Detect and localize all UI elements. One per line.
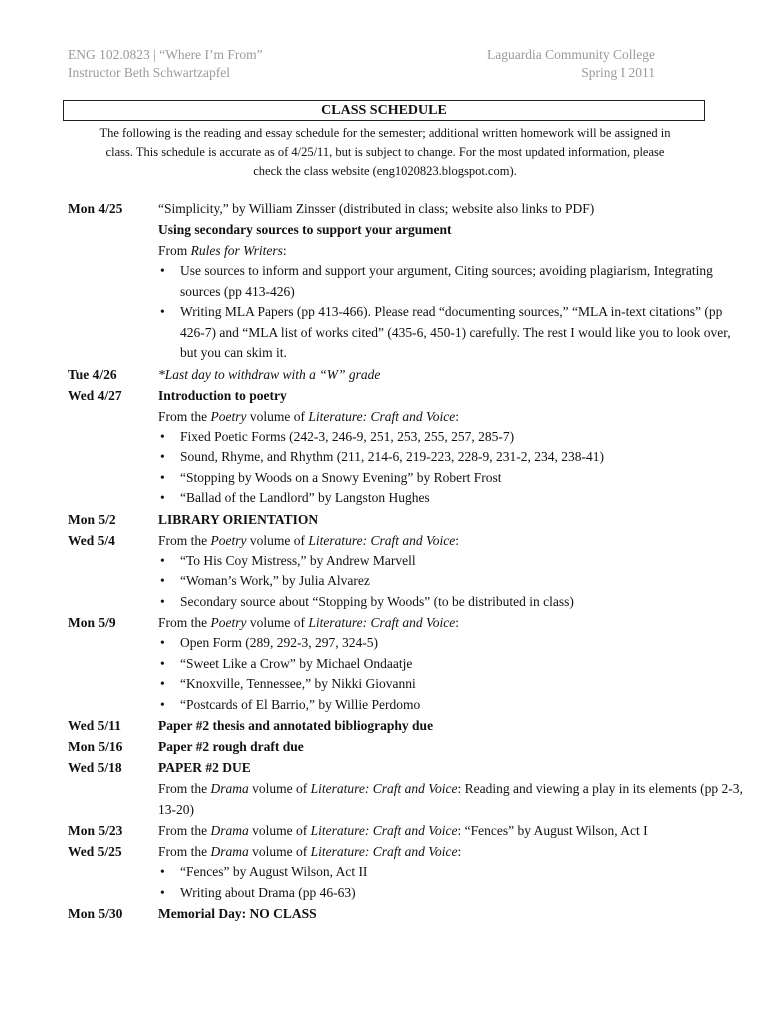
reading-source xyxy=(158,612,748,633)
bullet-item: • Writing MLA Papers (pp 413-466). Please read “documenting sources,” “MLA in-text citations” (pp 426-7) and “MLA list of works cited” (435-6, 450-1) carefully. The rest I would like you to look over, but you can skim it. xyxy=(158,302,748,364)
schedule-entry xyxy=(68,385,748,509)
reading-source xyxy=(158,820,748,841)
entry-heading: PAPER #2 DUE xyxy=(158,760,251,775)
entry-heading: LIBRARY ORIENTATION xyxy=(158,511,319,527)
book-title: Literature: Craft and Voice xyxy=(308,408,456,424)
book-title: Literature: Craft and Voice xyxy=(308,532,456,548)
book-title: Drama xyxy=(210,844,249,859)
entry-date: Tue 4/26 xyxy=(68,366,117,382)
schedule-entry xyxy=(68,715,748,736)
source-text: volume of xyxy=(248,781,311,796)
source-text: volume of xyxy=(246,408,309,424)
book-title: Literature: Craft and Voice xyxy=(310,844,458,859)
college-name: Laguardia Community College xyxy=(487,47,655,62)
entry-date: Wed 5/4 xyxy=(68,532,115,548)
source-text: From the xyxy=(158,781,211,796)
reading-source xyxy=(158,841,748,862)
schedule-entry xyxy=(68,820,748,841)
source-text: volume of xyxy=(248,844,311,859)
entry-note: *Last day to withdraw with a “W” grade xyxy=(158,366,381,382)
entry-body xyxy=(158,820,748,841)
entry-body xyxy=(158,385,748,509)
schedule-entry xyxy=(68,530,748,613)
bullet-item: • “Sweet Like a Crow” by Michael Ondaatje xyxy=(158,654,748,675)
entry-body xyxy=(158,198,748,364)
entry-date: Mon 5/16 xyxy=(68,739,123,754)
bullet-item: • Use sources to inform and support your argument, Citing sources; avoiding plagiarism, Integrating sources (pp 413-426) xyxy=(158,261,748,302)
entry-date: Mon 4/25 xyxy=(68,201,123,216)
source-text: : “Fences” by August Wilson, Act I xyxy=(457,823,648,838)
header-right xyxy=(487,46,655,82)
book-title: Poetry xyxy=(210,408,247,424)
entry-body xyxy=(158,364,748,385)
entry-date: Wed 5/25 xyxy=(68,844,122,859)
schedule-entry xyxy=(68,903,748,924)
source-text: From the xyxy=(158,844,211,859)
entry-heading: Memorial Day: NO CLASS xyxy=(158,906,317,921)
reading-source xyxy=(158,240,748,261)
entry-body xyxy=(158,757,748,820)
book-title: Rules for Writers xyxy=(190,243,283,258)
entry-body xyxy=(158,715,748,736)
source-text: volume of xyxy=(246,532,309,548)
bullet-item: • “Ballad of the Landlord” by Langston Hughes xyxy=(158,488,748,509)
source-text: volume of xyxy=(246,615,309,630)
source-text: volume of xyxy=(248,823,311,838)
bullet-item: • Fixed Poetic Forms (242-3, 246-9, 251, 253, 255, 257, 285-7) xyxy=(158,427,748,448)
entry-date: Mon 5/23 xyxy=(68,823,123,838)
entry-heading: Paper #2 thesis and annotated bibliography due xyxy=(158,718,434,733)
entry-text: “Simplicity,” by William Zinsser (distributed in class; website also links to PDF) xyxy=(158,201,595,216)
bullet-item: • Sound, Rhyme, and Rhythm (211, 214-6, 219-223, 228-9, 231-2, 234, 238-41) xyxy=(158,447,748,468)
schedule-entry xyxy=(68,757,748,820)
schedule-entry xyxy=(68,841,748,903)
entry-date: Wed 5/18 xyxy=(68,760,122,775)
entry-date: Wed 4/27 xyxy=(68,387,122,403)
entry-body xyxy=(158,530,748,613)
entry-body xyxy=(158,841,748,903)
reading-source xyxy=(158,406,748,427)
source-text: : xyxy=(455,615,460,630)
book-title: Drama xyxy=(210,823,249,838)
intro-line: check the class website (eng1020823.blogspot.com). xyxy=(253,164,517,178)
entry-heading: Introduction to poetry xyxy=(158,387,287,403)
bullet-item: • “To His Coy Mistress,” by Andrew Marvell xyxy=(158,551,748,572)
book-title: Drama xyxy=(210,781,249,796)
entry-date: Wed 5/11 xyxy=(68,718,121,733)
schedule-entry xyxy=(68,612,748,715)
book-title: Literature: Craft and Voice xyxy=(310,781,458,796)
reading-source xyxy=(158,530,748,551)
schedule-entry xyxy=(68,736,748,757)
entry-body xyxy=(158,903,748,924)
source-text: : xyxy=(455,532,460,548)
intro-line: The following is the reading and essay schedule for the semester; additional written homework will be assigned in xyxy=(99,126,671,140)
source-text: From the xyxy=(158,408,211,424)
entry-heading: Using secondary sources to support your argument xyxy=(158,222,452,237)
header-left xyxy=(68,46,263,82)
term: Spring I 2011 xyxy=(581,65,655,80)
entry-heading: Paper #2 rough draft due xyxy=(158,739,304,754)
course-title: ENG 102.0823 | “Where I’m From” xyxy=(68,47,263,62)
bullet-item: • “Woman’s Work,” by Julia Alvarez xyxy=(158,571,748,592)
source-text: : xyxy=(457,844,462,859)
bullet-item: • “Fences” by August Wilson, Act II xyxy=(158,862,748,883)
schedule-entries xyxy=(68,198,748,924)
bullet-item: • Secondary source about “Stopping by Woods” (to be distributed in class) xyxy=(158,592,748,613)
intro-line: class. This schedule is accurate as of 4/25/11, but is subject to change. For the most updated information, please xyxy=(105,145,665,159)
source-text: From the xyxy=(158,823,211,838)
schedule-title: CLASS SCHEDULE xyxy=(63,100,705,121)
entry-body xyxy=(158,612,748,715)
source-text: From the xyxy=(158,615,211,630)
entry-date: Mon 5/30 xyxy=(68,906,123,921)
source-text: : xyxy=(282,243,287,258)
bullet-item: • Writing about Drama (pp 46-63) xyxy=(158,883,748,904)
entry-date: Mon 5/9 xyxy=(68,615,116,630)
schedule-entry xyxy=(68,509,748,530)
bullet-item: • “Stopping by Woods on a Snowy Evening” by Robert Frost xyxy=(158,468,748,489)
book-title: Poetry xyxy=(210,615,247,630)
source-text: From xyxy=(158,243,191,258)
book-title: Literature: Craft and Voice xyxy=(310,823,458,838)
bullet-item: • “Knoxville, Tennessee,” by Nikki Giovanni xyxy=(158,674,748,695)
entry-body xyxy=(158,509,748,530)
entry-date: Mon 5/2 xyxy=(68,511,116,527)
source-text: : xyxy=(455,408,460,424)
bullet-item: • “Postcards of El Barrio,” by Willie Perdomo xyxy=(158,695,748,716)
reading-source xyxy=(158,778,748,820)
bullet-item: • Open Form (289, 292-3, 297, 324-5) xyxy=(158,633,748,654)
instructor-name: Instructor Beth Schwartzapfel xyxy=(68,65,230,80)
entry-body xyxy=(158,736,748,757)
book-title: Poetry xyxy=(210,532,247,548)
intro-paragraph xyxy=(64,124,706,181)
book-title: Literature: Craft and Voice xyxy=(308,615,456,630)
schedule-entry xyxy=(68,198,748,364)
source-text: From the xyxy=(158,532,211,548)
source-text: : Reading and viewing a play in its elements (pp 2-3, 13-20) xyxy=(158,781,743,817)
schedule-entry xyxy=(68,364,748,385)
